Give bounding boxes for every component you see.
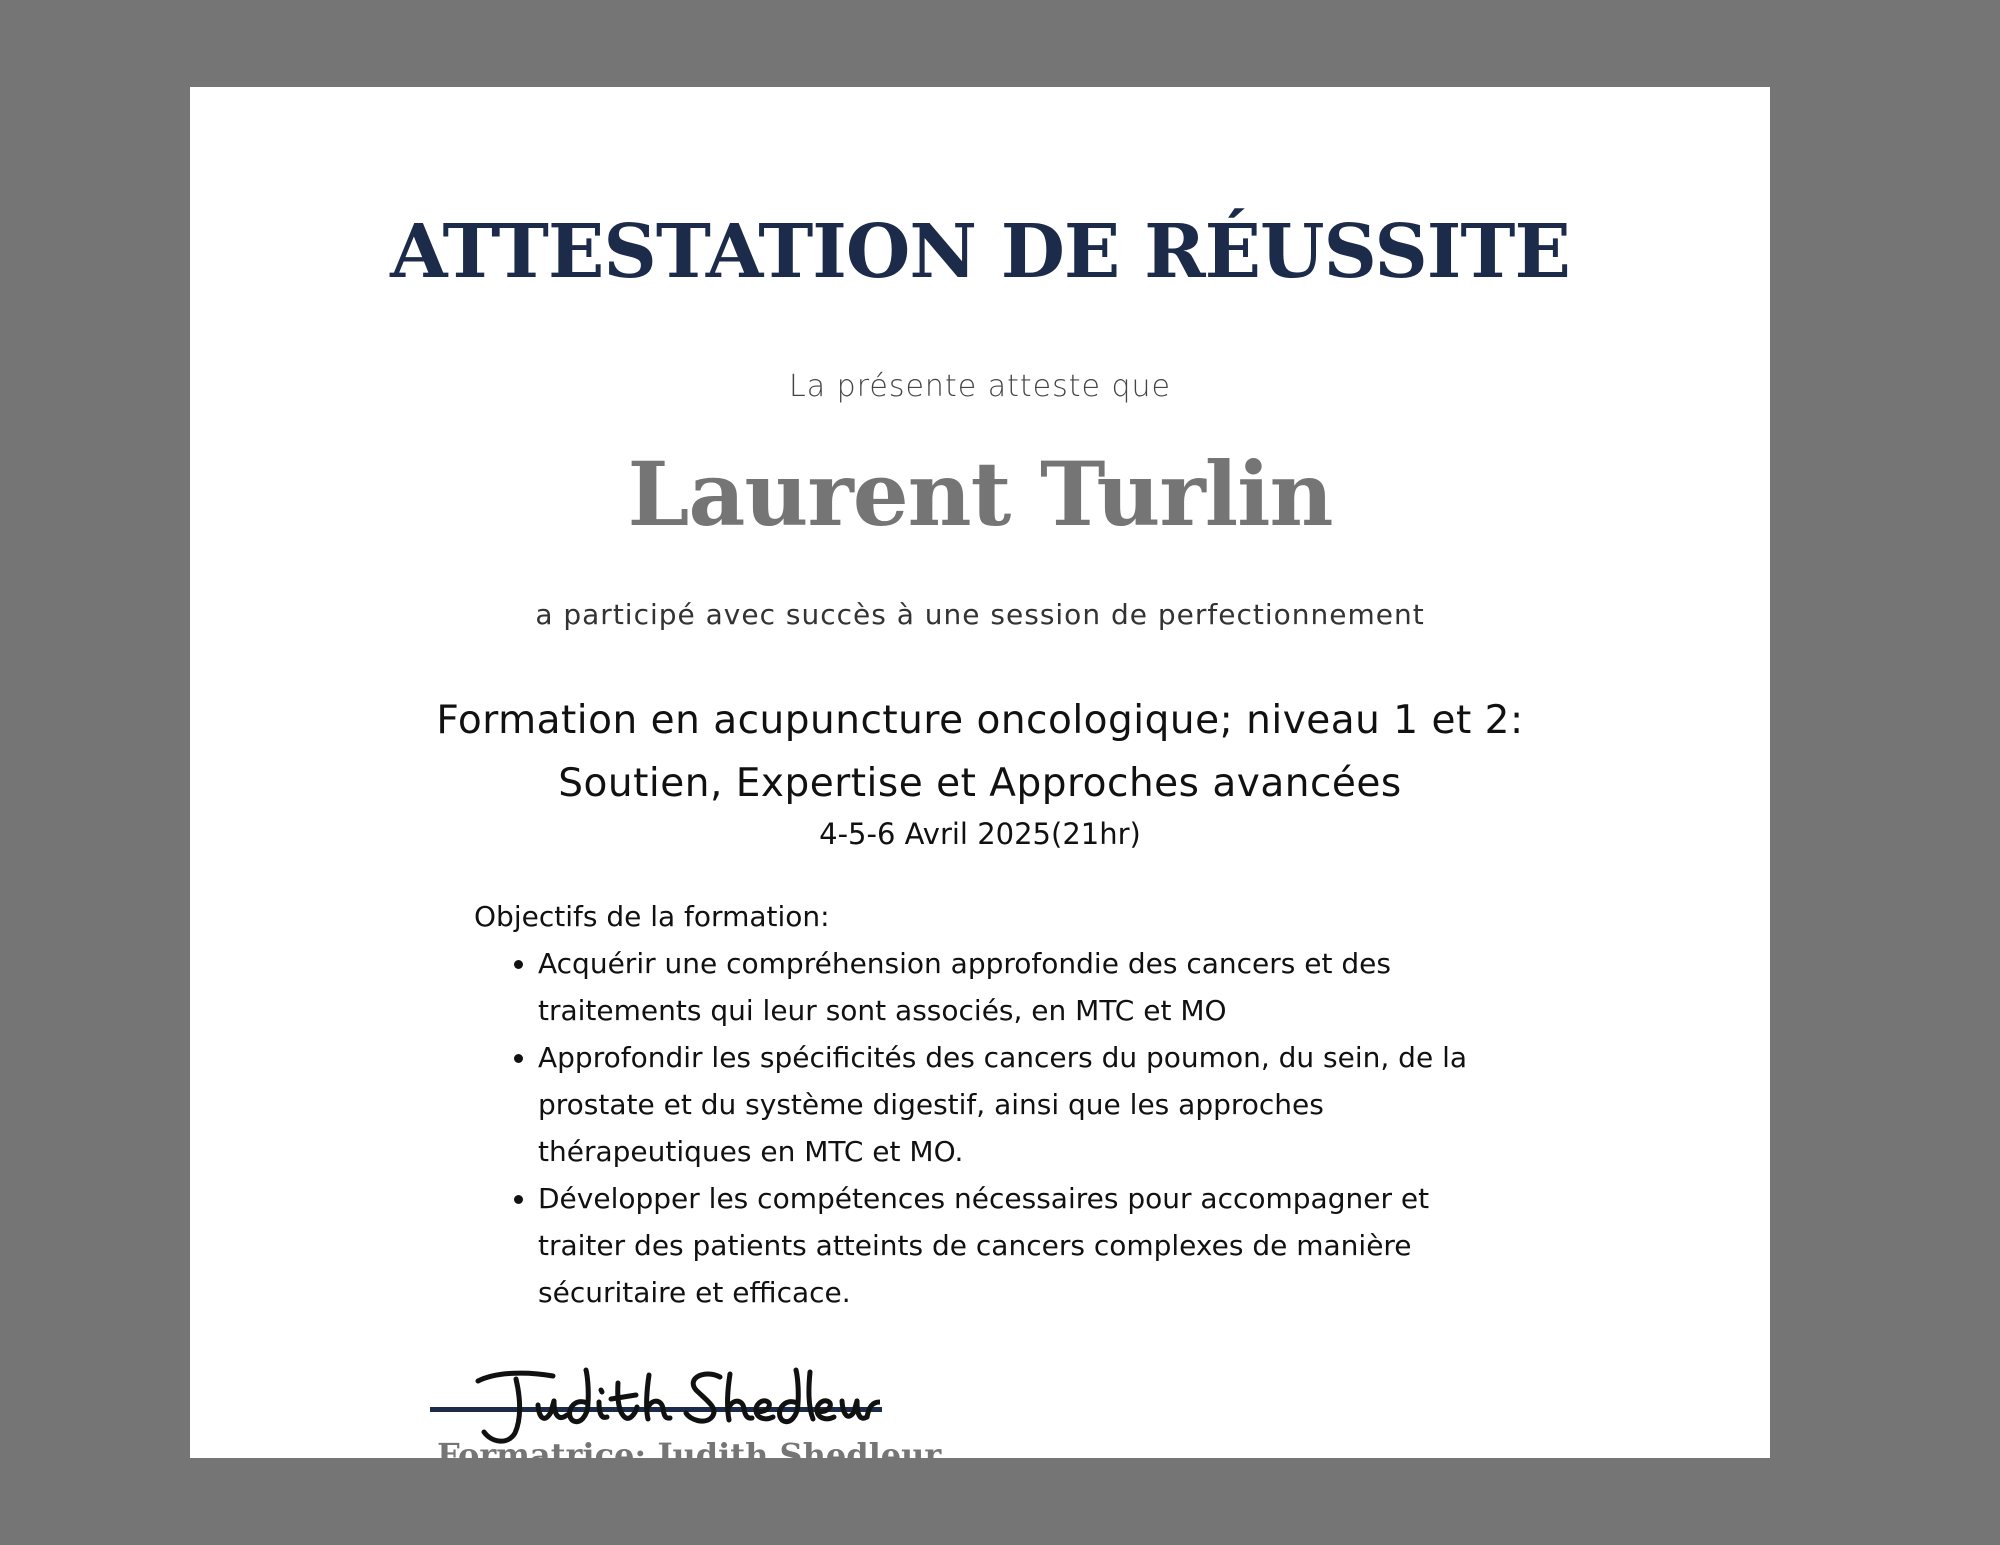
certificate-page xyxy=(190,87,1770,1474)
attests-text: La présente atteste que xyxy=(789,369,1171,404)
objective-item: • Développer les compétences nécessaires pour accompagner et traiter des patients atteints de cancers complexes de manière sécuritaire et efficace. xyxy=(538,1175,1474,1316)
signature-area xyxy=(430,1357,900,1437)
objectives-list xyxy=(474,940,1474,1316)
course-title-line-1: Formation en acupuncture oncologique; niveau 1 et 2: xyxy=(436,698,1524,743)
objective-item: • Approfondir les spécificités des cancers du poumon, du sein, de la prostate et du système digestif, ainsi que les approches thérapeutiques en MTC et MO. xyxy=(538,1034,1474,1175)
trainer-signature-label: Formatrice: Judith Shedleur xyxy=(437,1436,942,1474)
course-title xyxy=(190,689,1770,815)
participation-text: a participé avec succès à une session de perfectionnement xyxy=(535,598,1425,631)
certificate-title: ATTESTATION DE RÉUSSITE xyxy=(390,209,1570,295)
objective-item: • Acquérir une compréhension approfondie des cancers et des traitements qui leur sont associés, en MTC et MO xyxy=(538,940,1474,1034)
objectives-heading: Objectifs de la formation: xyxy=(474,900,830,933)
course-dates: 4-5-6 Avril 2025(21hr) xyxy=(819,817,1141,851)
recipient-name: Laurent Turlin xyxy=(627,442,1333,546)
objectives-section xyxy=(474,893,1474,1316)
course-title-line-2: Soutien, Expertise et Approches avancées xyxy=(558,761,1402,806)
